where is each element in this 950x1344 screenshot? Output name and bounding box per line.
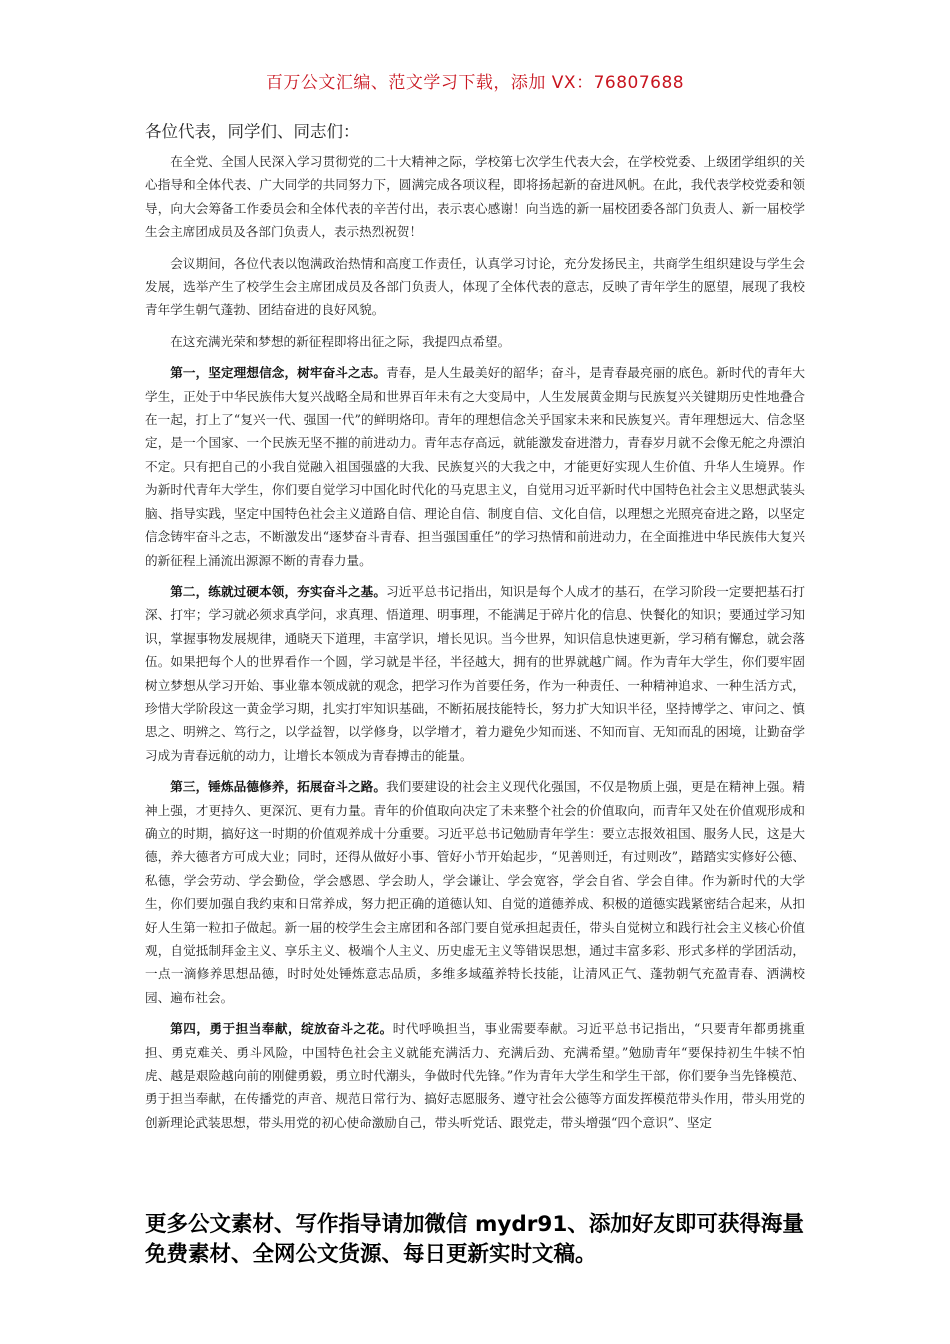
paragraph [145, 1017, 805, 1134]
paragraph [145, 252, 805, 322]
paragraph-text: 青春，是人生最美好的韶华；奋斗，是青春最亮丽的底色。新时代的青年大学生，正处于中华民族伟大复兴战略全局和世界百年未有之大变局中，人生发展黄金期与民族复兴关键期历史性地叠合在一起，打上了“复兴一代、强国一代”的鲜明烙印。青年的理想信念关乎国家未来和民族复兴。青年理想远大、信念坚定，是一个国家、一个民族无坚不摧的前进动力。青年志存高远，就能激发奋进潜力，青春岁月就不会像无舵之舟漂泊不定。只有把自己的小我自觉融入祖国强盛的大我、民族复兴的大我之中，才能更好实现人生价值、升华人生境界。作为新时代青年大学生，你们要自觉学习中国化时代化的马克思主义，自觉用习近平新时代中国特色社会主义思想武装头脑、指导实践，坚定中国特色社会主义道路自信、理论自信、制度自信、文化自信，以理想之光照亮奋进之路，以坚定信念铸牢奋斗之志，不断激发出“逐梦奋斗青春、担当强国重任”的学习热情和前进动力，在全面推进中华民族伟大复兴的新征程上涌流出源源不断的青春力量。 [145, 365, 806, 568]
paragraph-lead: 第三，锤炼品德修养，拓展奋斗之路。 [170, 779, 387, 795]
paragraph [145, 775, 805, 1009]
paragraph-text: 我们要建设的社会主义现代化强国，不仅是物质上强，更是在精神上强。精神上强，才更持久、更深沉、更有力量。青年的价值取向决定了未来整个社会的价值取向，而青年又处在价值观形成和确立的时期，搞好这一时期的价值观养成十分重要。习近平总书记勉励青年学生：要立志报效祖国、服务人民，这是大德，养大德者方可成大业；同时，还得从做好小事、管好小节开始起步，“见善则迁，有过则改”，踏踏实实修好公德、私德，学会劳动、学会勤俭，学会感恩、学会助人，学会谦让、学会宽容，学会自省、学会自律。作为新时代的大学生，你们要加强自我约束和日常养成，努力把正确的道德认知、自觉的道德养成、积极的道德实践紧密结合起来，从扣好人生第一粒扣子做起。新一届的校学生会主席团和各部门要自觉承担起责任，带头自觉树立和践行社会主义核心价值观，自觉抵制拜金主义、享乐主义、极端个人主义、历史虚无主义等错误思想，通过丰富多彩、形式多样的学团活动，一点一滴修养思想品德，时时处处锤炼意志品质，多维多域蕴养特长技能，让清风正气、蓬勃朝气充盈青春、洒满校园、遍布社会。 [145, 779, 806, 1005]
paragraph-lead: 第二，练就过硬本领，夯实奋斗之基。 [170, 583, 387, 599]
paragraph-lead: 第四，勇于担当奉献，绽放奋斗之花。 [170, 1021, 393, 1037]
paragraph [145, 580, 805, 767]
paragraph-text: 时代呼唤担当，事业需要奉献。习近平总书记指出，“只要青年都勇挑重担、勇克难关、勇斗风险，中国特色社会主义就能充满活力、充满后劲、充满希望。”勉励青年“要保持初生牛犊不怕虎、越是艰险越向前的刚健勇毅，勇立时代潮头，争做时代先锋。”作为青年大学生和学生干部，你们要争当先锋模范、勇于担当奉献，在传播党的声音、规范日常行为、搞好志愿服务、遵守社会公德等方面发挥模范带头作用，带头用党的创新理论武装思想，带头用党的初心使命激励自己，带头听党话、跟党走，带头增强“四个意识”、坚定 [145, 1021, 805, 1130]
paragraph [145, 361, 805, 572]
paragraph-text: 在全党、全国人民深入学习贯彻党的二十大精神之际，学校第七次学生代表大会，在学校党委、上级团学组织的关心指导和全体代表、广大同学的共同努力下，圆满完成各项议程，即将扬起新的奋进风帆。在此，我代表学校党委和领导，向大会筹备工作委员会和全体代表的辛苦付出，表示衷心感谢！向当选的新一届校团委各部门负责人、新一届校学生会主席团成员及各部门负责人，表示热烈祝贺！ [145, 154, 805, 240]
footer-promo: 更多公文素材、写作指导请加微信 mydr91、添加好友即可获得海量免费素材、全网公文货源、每日更新实时文稿。 [145, 1212, 804, 1267]
document-body [145, 150, 805, 1142]
paragraph [145, 150, 805, 244]
paragraph [145, 330, 805, 353]
header-banner: 百万公文汇编、范文学习下载，添加 VX：76807688 [265, 73, 685, 93]
paragraph-text: 会议期间，各位代表以饱满政治热情和高度工作责任，认真学习讨论，充分发扬民主，共商学生组织建设与学生会发展，选举产生了校学生会主席团成员及各部门负责人，体现了全体代表的意志，反映了青年学生的愿望，展现了我校青年学生朝气蓬勃、团结奋进的良好风貌。 [145, 255, 805, 318]
paragraph-lead: 第一，坚定理想信念，树牢奋斗之志。 [170, 365, 387, 381]
paragraph-text: 在这充满光荣和梦想的新征程即将出征之际，我提四点希望。 [170, 333, 511, 349]
paragraph-text: 习近平总书记指出，知识是每个人成才的基石，在学习阶段一定要把基石打深、打牢；学习就必须求真学问，求真理、悟道理、明事理，不能满足于碎片化的信息、快餐化的知识；要通过学习知识，掌握事物发展规律，通晓天下道理，丰富学识，增长见识。当今世界，知识信息快速更新，学习稍有懈怠，就会落伍。如果把每个人的世界看作一个圆，学习就是半径，半径越大，拥有的世界就越广阔。作为青年大学生，你们要牢固树立梦想从学习开始、事业靠本领成就的观念，把学习作为首要任务，作为一种责任、一种精神追求、一种生活方式，珍惜大学阶段这一黄金学习期，扎实打牢知识基础，不断拓展技能特长，努力扩大知识半径，坚持博学之、审问之、慎思之、明辨之、笃行之，以学益智，以学修身，以学增才，着力避免少知而迷、不知而盲、无知而乱的困境，让勤奋学习成为青春远航的动力，让增长本领成为青春搏击的能量。 [145, 583, 806, 763]
greeting: 各位代表，同学们、同志们： [145, 122, 360, 141]
